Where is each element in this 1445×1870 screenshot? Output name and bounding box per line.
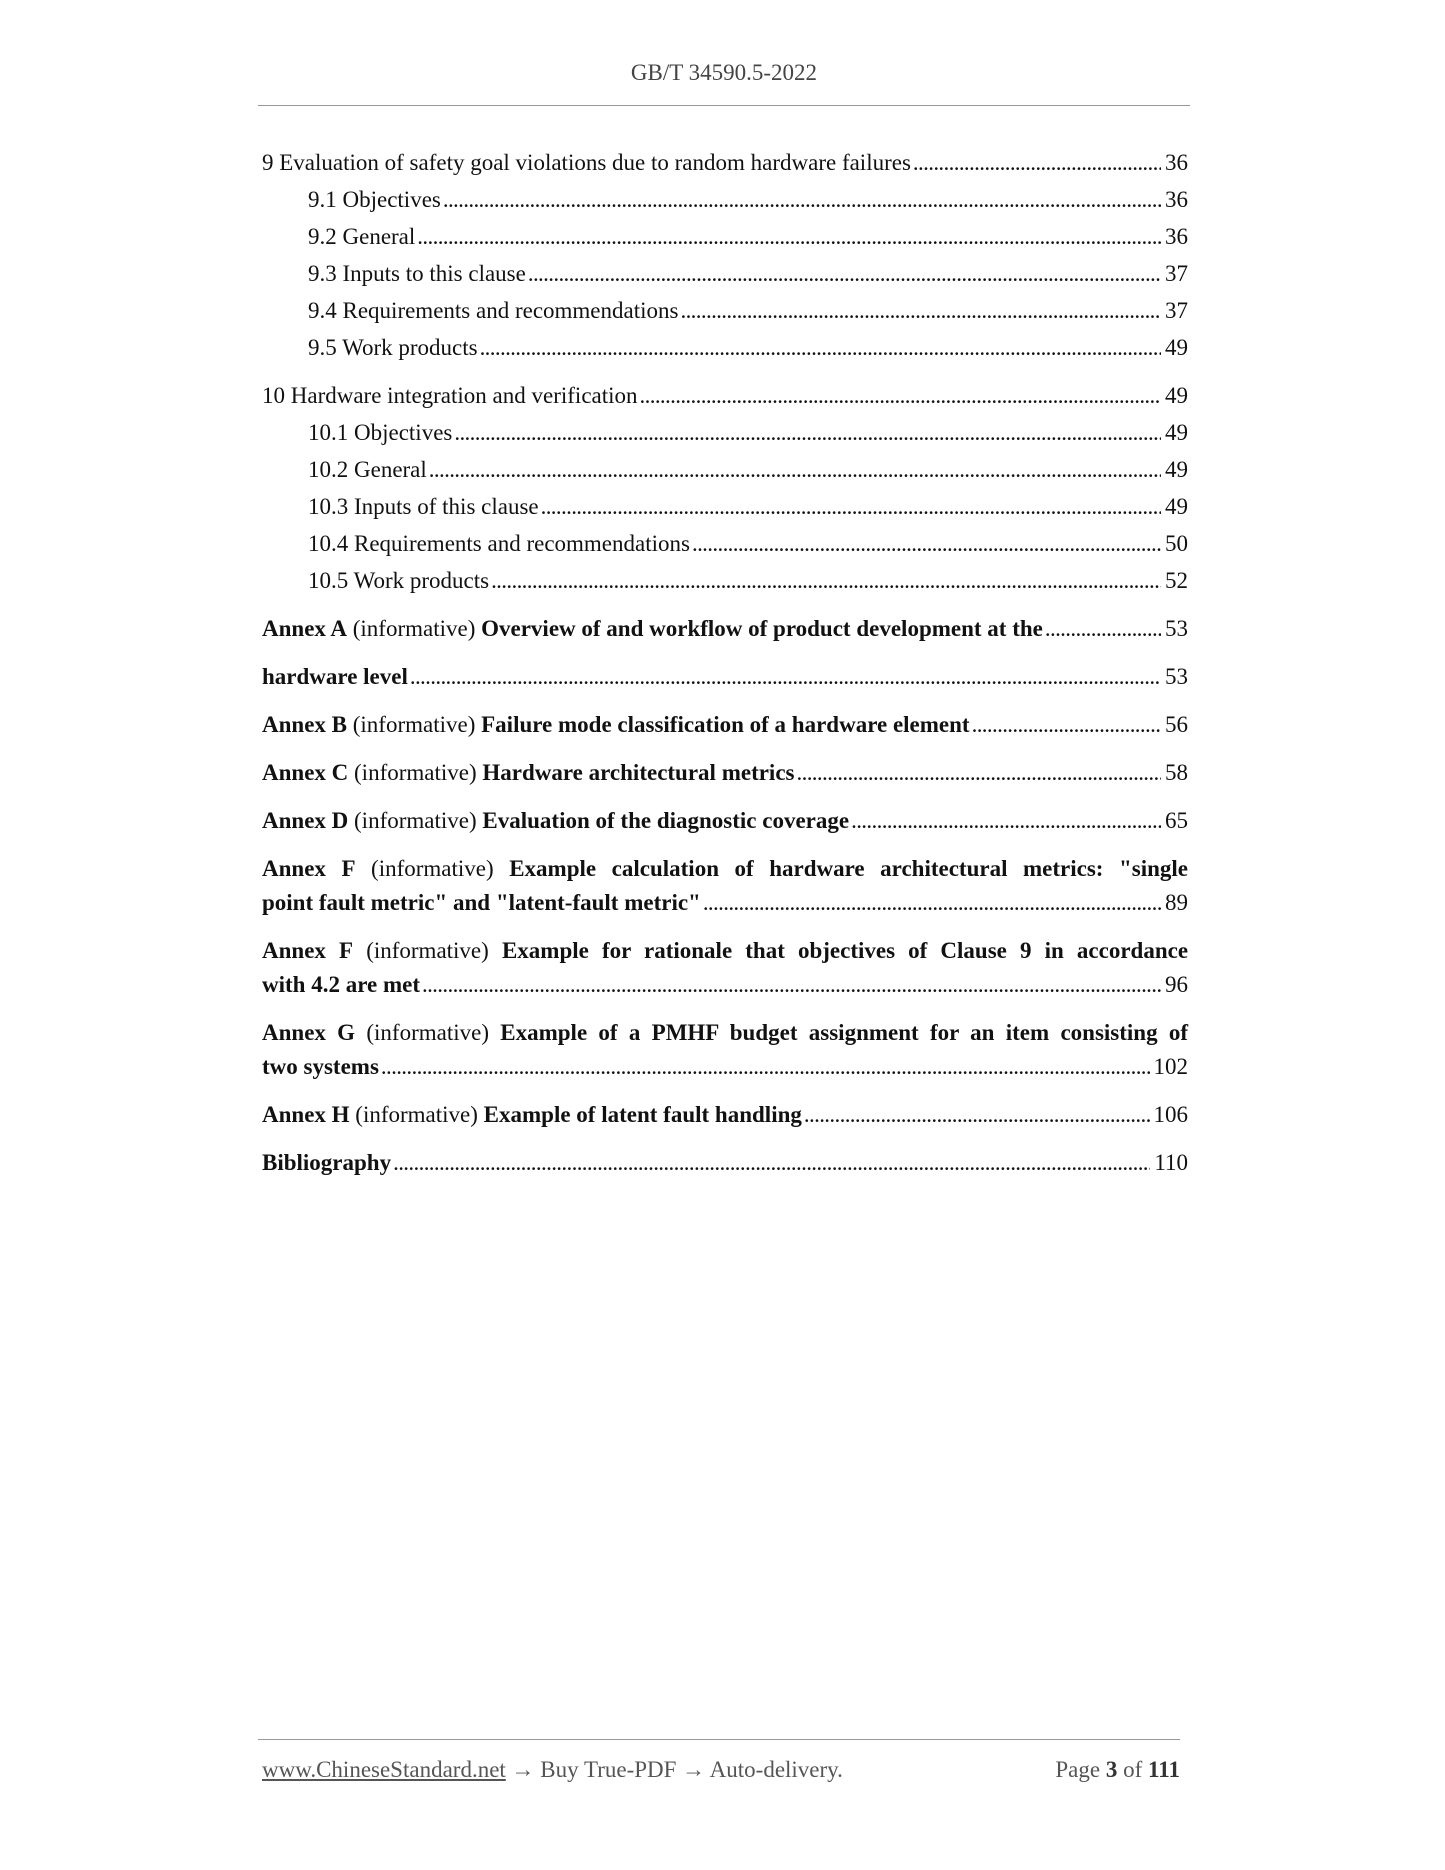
toc-entry-9-4[interactable] bbox=[262, 294, 1188, 328]
toc-entry-page: 58 bbox=[1165, 760, 1188, 785]
toc-entry-page: 53 bbox=[1165, 616, 1188, 641]
toc-entry-title: Hardware architectural metrics bbox=[482, 760, 795, 785]
dot-leader bbox=[640, 379, 1161, 413]
toc-entry-9[interactable] bbox=[262, 146, 1188, 180]
dot-leader bbox=[491, 564, 1161, 598]
toc-entry-title: 9.4 Requirements and recommendations bbox=[308, 298, 679, 323]
toc-entry-page: 52 bbox=[1165, 568, 1188, 593]
toc-entry-9-3[interactable] bbox=[262, 257, 1188, 291]
header-divider bbox=[258, 105, 1190, 106]
dot-leader bbox=[680, 294, 1161, 328]
toc-entry-title: 10.1 Objectives bbox=[308, 420, 453, 445]
toc-entry-title: Example of latent fault handling bbox=[483, 1102, 802, 1127]
dot-leader bbox=[429, 453, 1161, 487]
toc-entry-title: Example of a PMHF budget assignment for an item consisting of bbox=[500, 1020, 1189, 1045]
toc-entry-annex-a[interactable] bbox=[262, 612, 1188, 646]
toc-entry-annex-f-rationale[interactable] bbox=[262, 934, 1188, 1002]
dot-leader bbox=[972, 708, 1161, 742]
toc-entry-title: 10.4 Requirements and recommendations bbox=[308, 531, 690, 556]
dot-leader bbox=[692, 527, 1161, 561]
toc-entry-page: 49 bbox=[1165, 335, 1188, 360]
dot-leader bbox=[541, 490, 1161, 524]
dot-leader bbox=[528, 257, 1161, 291]
toc-entry-page: 96 bbox=[1165, 972, 1188, 997]
toc-entry-title: 10.3 Inputs of this clause bbox=[308, 494, 539, 519]
dot-leader bbox=[703, 886, 1161, 920]
toc-entry-page: 49 bbox=[1165, 383, 1188, 408]
toc-entry-title: Example for rationale that objectives of Clause 9 in accordance bbox=[501, 938, 1189, 963]
dot-leader bbox=[804, 1098, 1150, 1132]
annex-label: Annex F bbox=[262, 856, 356, 881]
annex-type: (informative) bbox=[371, 856, 494, 881]
promo-text: → Buy True-PDF → Auto-delivery. bbox=[505, 1757, 843, 1782]
total-pages: 111 bbox=[1148, 1757, 1180, 1782]
toc-entry-annex-g[interactable] bbox=[262, 1016, 1188, 1084]
annex-type: (informative) bbox=[354, 808, 477, 833]
annex-type: (informative) bbox=[352, 712, 476, 737]
chinesestandard-link[interactable]: www.ChineseStandard.net bbox=[262, 1757, 506, 1782]
annex-label: Annex D bbox=[262, 808, 349, 833]
dot-leader bbox=[454, 416, 1161, 450]
toc-entry-annex-b[interactable] bbox=[262, 708, 1188, 742]
toc-entry-title-continued: with 4.2 are met bbox=[262, 972, 420, 997]
annex-label: Annex H bbox=[262, 1102, 350, 1127]
toc-entry-10-3[interactable] bbox=[262, 490, 1188, 524]
toc-entry-title: Failure mode classification of a hardware element bbox=[481, 712, 970, 737]
toc-entry-title-continued: point fault metric" and "latent-fault metric" bbox=[262, 890, 701, 915]
annex-type: (informative) bbox=[354, 760, 477, 785]
annex-type: (informative) bbox=[366, 1020, 489, 1045]
toc-entry-title: 10.2 General bbox=[308, 457, 427, 482]
toc-entry-page: 110 bbox=[1154, 1150, 1188, 1175]
annex-type: (informative) bbox=[352, 616, 476, 641]
table-of-contents bbox=[262, 146, 1188, 1180]
page-number: Page 3 of 111 bbox=[1055, 1757, 1180, 1782]
dot-leader bbox=[851, 804, 1161, 838]
toc-entry-page: 50 bbox=[1165, 531, 1188, 556]
toc-entry-9-5[interactable] bbox=[262, 331, 1188, 365]
toc-entry-title: 9.2 General bbox=[308, 224, 416, 249]
toc-entry-title: Evaluation of the diagnostic coverage bbox=[482, 808, 850, 833]
annex-label: Annex F bbox=[262, 938, 354, 963]
document-id-header: GB/T 34590.5-2022 bbox=[630, 60, 818, 85]
toc-entry-page: 53 bbox=[1165, 664, 1188, 689]
annex-label: Annex B bbox=[262, 712, 347, 737]
toc-entry-title: Example calculation of hardware architectural metrics: "single bbox=[509, 856, 1189, 881]
toc-entry-page: 106 bbox=[1153, 1102, 1188, 1127]
toc-entry-annex-f-metrics[interactable] bbox=[262, 852, 1188, 920]
footer-divider bbox=[258, 1739, 1180, 1740]
dot-leader bbox=[480, 331, 1161, 365]
toc-entry-annex-c[interactable] bbox=[262, 756, 1188, 790]
dot-leader bbox=[443, 183, 1161, 217]
toc-entry-title: 9.1 Objectives bbox=[308, 187, 441, 212]
dot-leader bbox=[913, 146, 1161, 180]
toc-entry-title: Bibliography bbox=[262, 1150, 392, 1175]
toc-entry-page: 37 bbox=[1165, 261, 1188, 286]
annex-label: Annex G bbox=[262, 1020, 356, 1045]
toc-entry-annex-d[interactable] bbox=[262, 804, 1188, 838]
annex-type: (informative) bbox=[366, 938, 489, 963]
toc-entry-title: hardware level bbox=[262, 664, 408, 689]
toc-entry-title: 10 Hardware integration and verification bbox=[262, 383, 638, 408]
annex-type: (informative) bbox=[355, 1102, 478, 1127]
toc-entry-title: 9 Evaluation of safety goal violations due to random hardware failures bbox=[262, 150, 911, 175]
toc-entry-10[interactable] bbox=[262, 379, 1188, 413]
toc-entry-annex-h[interactable] bbox=[262, 1098, 1188, 1132]
toc-entry-title: 10.5 Work products bbox=[308, 568, 490, 593]
toc-entry-page: 89 bbox=[1165, 890, 1188, 915]
dot-leader bbox=[1045, 612, 1161, 646]
toc-entry-page: 56 bbox=[1165, 712, 1188, 737]
toc-entry-title-continued: two systems bbox=[262, 1054, 379, 1079]
toc-entry-page: 65 bbox=[1165, 808, 1188, 833]
toc-entry-title: 9.3 Inputs to this clause bbox=[308, 261, 526, 286]
toc-entry-page: 36 bbox=[1165, 150, 1188, 175]
page-footer bbox=[262, 1757, 1180, 1783]
toc-entry-page: 37 bbox=[1165, 298, 1188, 323]
dot-leader bbox=[381, 1050, 1150, 1084]
toc-entry-10-5[interactable] bbox=[262, 564, 1188, 598]
toc-entry-10-2[interactable] bbox=[262, 453, 1188, 487]
toc-entry-page: 36 bbox=[1165, 224, 1188, 249]
toc-entry-9-2[interactable] bbox=[262, 220, 1188, 254]
dot-leader bbox=[797, 756, 1162, 790]
dot-leader bbox=[393, 1146, 1150, 1180]
toc-entry-title: Overview of and workflow of product development at the bbox=[481, 616, 1043, 641]
dot-leader bbox=[417, 220, 1161, 254]
toc-entry-page: 102 bbox=[1153, 1054, 1188, 1079]
toc-entry-page: 49 bbox=[1165, 420, 1188, 445]
current-page: 3 bbox=[1105, 1757, 1118, 1782]
dot-leader bbox=[422, 968, 1161, 1002]
toc-entry-10-4[interactable] bbox=[262, 527, 1188, 561]
toc-entry-10-1[interactable] bbox=[262, 416, 1188, 450]
annex-label: Annex C bbox=[262, 760, 349, 785]
toc-entry-page: 49 bbox=[1165, 457, 1188, 482]
toc-entry-page: 36 bbox=[1165, 187, 1188, 212]
toc-entry-annex-a-continued[interactable] bbox=[262, 660, 1188, 694]
toc-entry-9-1[interactable] bbox=[262, 183, 1188, 217]
toc-entry-bibliography[interactable] bbox=[262, 1146, 1188, 1180]
toc-entry-title: 9.5 Work products bbox=[308, 335, 478, 360]
dot-leader bbox=[410, 660, 1161, 694]
annex-label: Annex A bbox=[262, 616, 347, 641]
toc-entry-page: 49 bbox=[1165, 494, 1188, 519]
